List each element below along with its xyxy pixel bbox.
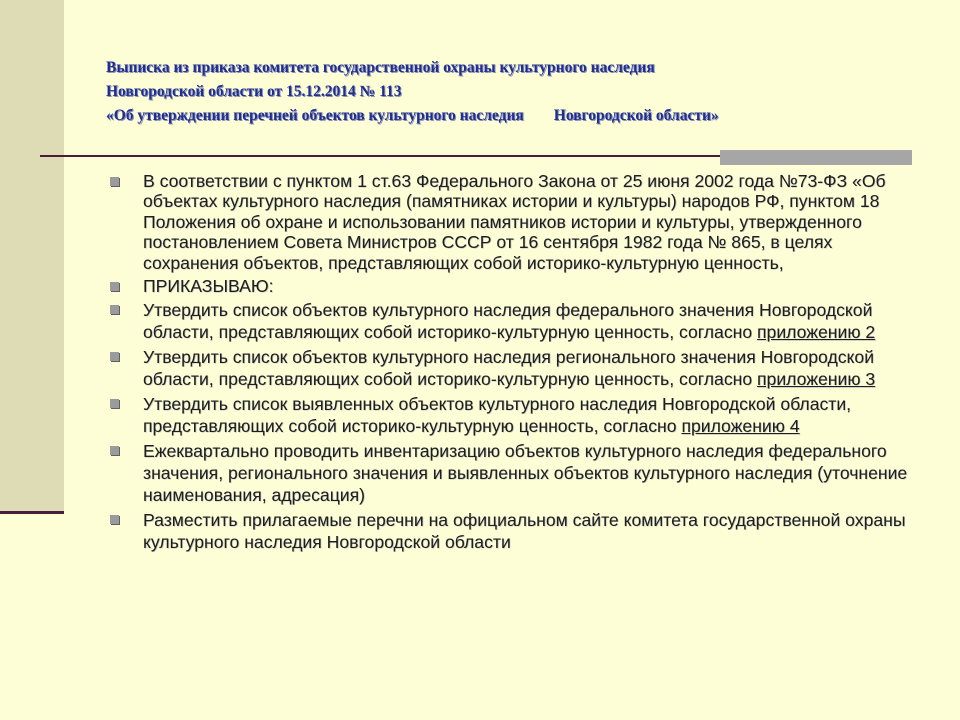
list-item [106, 393, 916, 437]
document-title [106, 56, 926, 128]
appendix-2-link[interactable]: приложению 2 [757, 322, 876, 343]
appendix-4-link[interactable]: приложению 4 [681, 416, 800, 437]
square-bullet-icon [110, 305, 119, 314]
square-bullet-icon [110, 352, 119, 361]
list-item-text: В соответствии с пунктом 1 ст.63 Федерального Закона от 25 июня 2002 года №73-ФЗ «Об объектах культурного наследия (памятниках истории и культуры) народов РФ, пунктом 18 Положения об охране и использовании памятников истории и культуры, утвержденного постановлением Совета Министров СССР от 16 сентября 1982 года № 865, в целях сохранения объектов, представляющих собой историко-культурную ценность, [143, 171, 886, 273]
title-line-3 [106, 104, 926, 128]
list-item-text: Утвердить список объектов культурного наследия регионального значения Новгородской области, представляющих собой историко-культурную ценность, согласно [143, 347, 875, 390]
square-bullet-icon [110, 282, 119, 291]
list-item [106, 509, 916, 553]
list-item-text: Утвердить список выявленных объектов культурного наследия Новгородской области, представляющих собой историко-культурную ценность, согласно [143, 394, 852, 437]
list-item-text: Ежеквартально проводить инвентаризацию объектов культурного наследия федерального значения, регионального значения и выявленных объектов культурного наследия (уточнение наименования, адресация) [143, 441, 908, 506]
list-item-text: ПРИКАЗЫВАЮ: [143, 276, 274, 297]
header-rule-accent [720, 150, 912, 165]
square-bullet-icon [110, 446, 119, 455]
list-item [106, 171, 916, 273]
title-line-3-part-1: «Об утверждении перечней объектов культурного наследия [106, 107, 524, 124]
list-item-text: Разместить прилагаемые перечни на официальном сайте комитета государственной охраны культурного наследия Новгородской области [143, 510, 906, 553]
list-item [106, 276, 916, 296]
list-item [106, 346, 916, 390]
square-bullet-icon [110, 177, 119, 186]
square-bullet-icon [110, 515, 119, 524]
order-points-list [106, 171, 916, 556]
side-divider [0, 511, 64, 514]
side-band [0, 0, 64, 512]
appendix-3-link[interactable]: приложению 3 [757, 369, 876, 390]
list-item [106, 440, 916, 506]
title-line-3-part-2: Новгородской области» [553, 107, 719, 124]
title-line-2: Новгородской области от 15.12.2014 № 113 [106, 83, 402, 100]
square-bullet-icon [110, 399, 119, 408]
list-item [106, 299, 916, 343]
list-item-text: Утвердить список объектов культурного наследия федерального значения Новгородской области, представляющих собой историко-культурную ценность, согласно [143, 300, 873, 343]
title-line-1: Выписка из приказа комитета государственной охраны культурного наследия [106, 59, 655, 76]
